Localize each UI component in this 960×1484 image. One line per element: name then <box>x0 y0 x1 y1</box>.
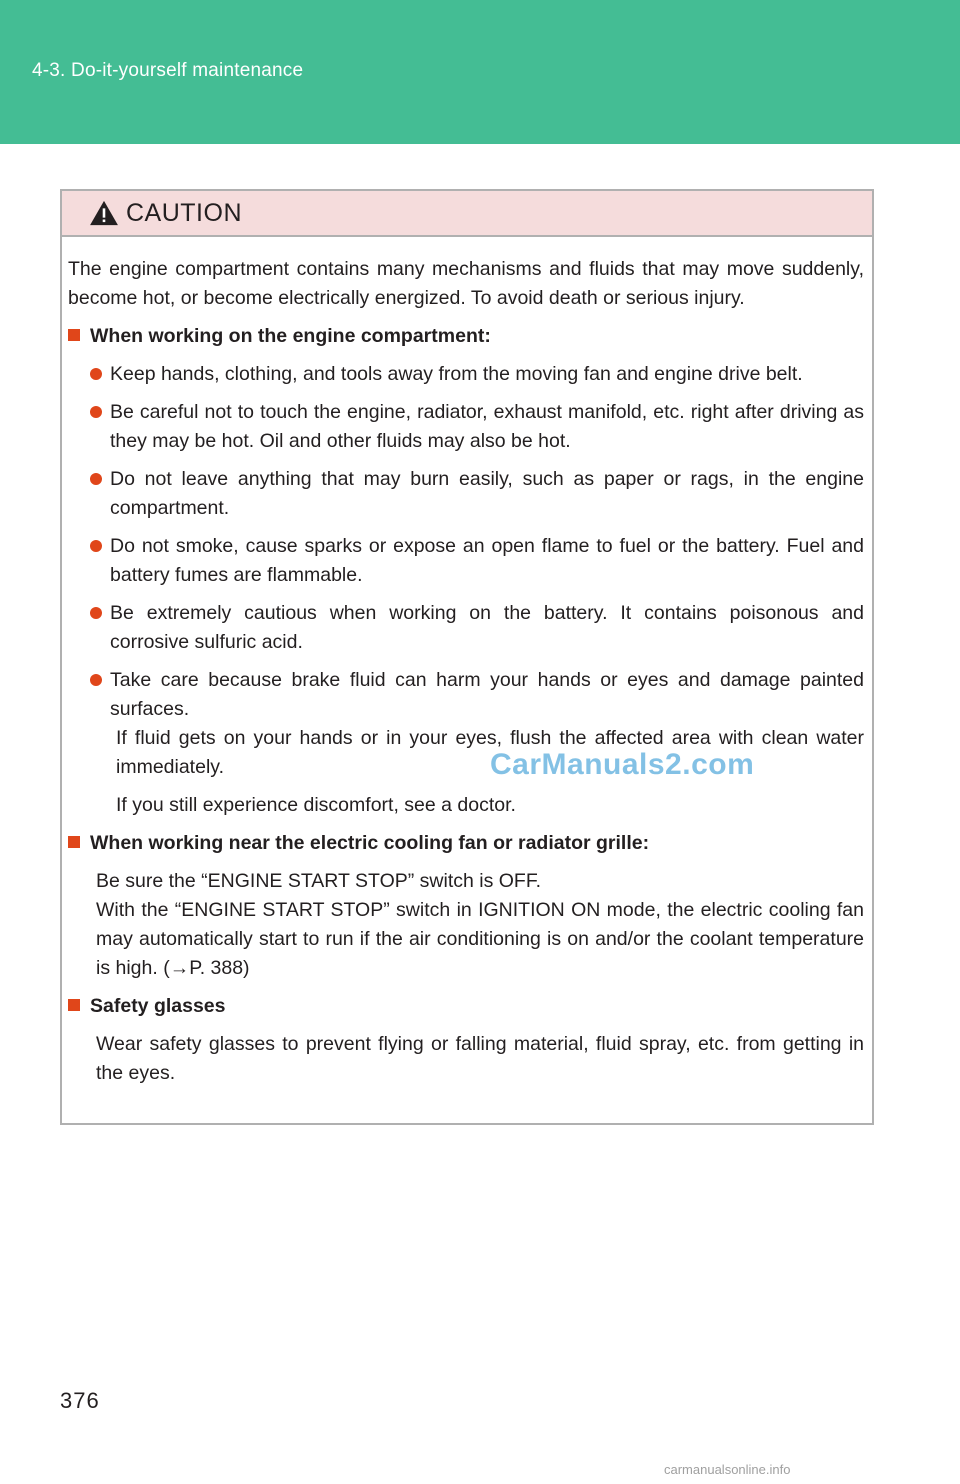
paragraph: With the “ENGINE START STOP” switch in IGNITION ON mode, the electric cooling fan may automatically start to run if the air conditioning is on and/or the coolant temperature is high. (→P. 388) <box>96 899 864 979</box>
section-heading-cooling-fan <box>68 829 864 858</box>
caution-header <box>62 191 872 237</box>
red-bullet-icon <box>90 674 102 686</box>
section-title: 4-3. Do-it-yourself maintenance <box>32 60 304 81</box>
red-bullet-icon <box>90 406 102 418</box>
list-item <box>90 360 864 389</box>
section-heading-text: When working on the engine compartment: <box>90 325 491 347</box>
footer-watermark: carmanualsonline.info <box>664 1462 791 1477</box>
bullet-text: Do not smoke, cause sparks or expose an open flame to fuel or the battery. Fuel and battery fumes are flammable. <box>110 535 864 586</box>
header-band <box>0 0 960 144</box>
watermark: CarManuals2.com <box>490 748 755 781</box>
section-heading-engine-compartment <box>68 322 864 351</box>
section-heading-text: When working near the electric cooling fan or radiator grille: <box>90 832 650 854</box>
bullet-text: Take care because brake fluid can harm your hands or eyes and damage painted surfaces. <box>110 669 864 720</box>
caution-intro: The engine compartment contains many mechanisms and fluids that may move suddenly, become hot, or become electrically energized. To avoid death or serious injury. <box>68 258 864 309</box>
list-item <box>90 666 864 724</box>
list-item <box>90 532 864 590</box>
paragraph: Be sure the “ENGINE START STOP” switch is OFF. <box>96 870 541 892</box>
section-heading-text: Safety glasses <box>90 995 226 1017</box>
caution-box <box>60 189 874 1125</box>
bullet-text: Be careful not to touch the engine, radiator, exhaust manifold, etc. right after driving as they may be hot. Oil and other fluids may also be hot. <box>110 401 864 452</box>
red-bullet-icon <box>90 368 102 380</box>
paragraph: Wear safety glasses to prevent flying or falling material, fluid spray, etc. from getting in the eyes. <box>96 1033 864 1084</box>
section-heading-safety-glasses <box>68 992 864 1021</box>
bullet-text: Do not leave anything that may burn easily, such as paper or rags, in the engine compartment. <box>110 468 864 519</box>
caution-title: CAUTION <box>126 199 242 227</box>
red-square-icon <box>68 999 80 1011</box>
paragraph: If you still experience discomfort, see a doctor. <box>116 794 516 816</box>
red-bullet-icon <box>90 473 102 485</box>
paragraph: If fluid gets on your hands or in your eyes, flush the affected area with clean water immediately. <box>116 727 864 778</box>
list-item <box>90 465 864 523</box>
warning-triangle-icon <box>88 200 120 226</box>
bullet-text: Be extremely cautious when working on the battery. It contains poisonous and corrosive sulfuric acid. <box>110 602 864 653</box>
red-bullet-icon <box>90 607 102 619</box>
list-item <box>90 599 864 657</box>
bullet-text: Keep hands, clothing, and tools away from the moving fan and engine drive belt. <box>110 363 803 385</box>
red-bullet-icon <box>90 540 102 552</box>
page-number: 376 <box>60 1388 100 1413</box>
red-square-icon <box>68 836 80 848</box>
caution-body <box>62 237 872 1088</box>
red-square-icon <box>68 329 80 341</box>
list-item <box>90 398 864 456</box>
